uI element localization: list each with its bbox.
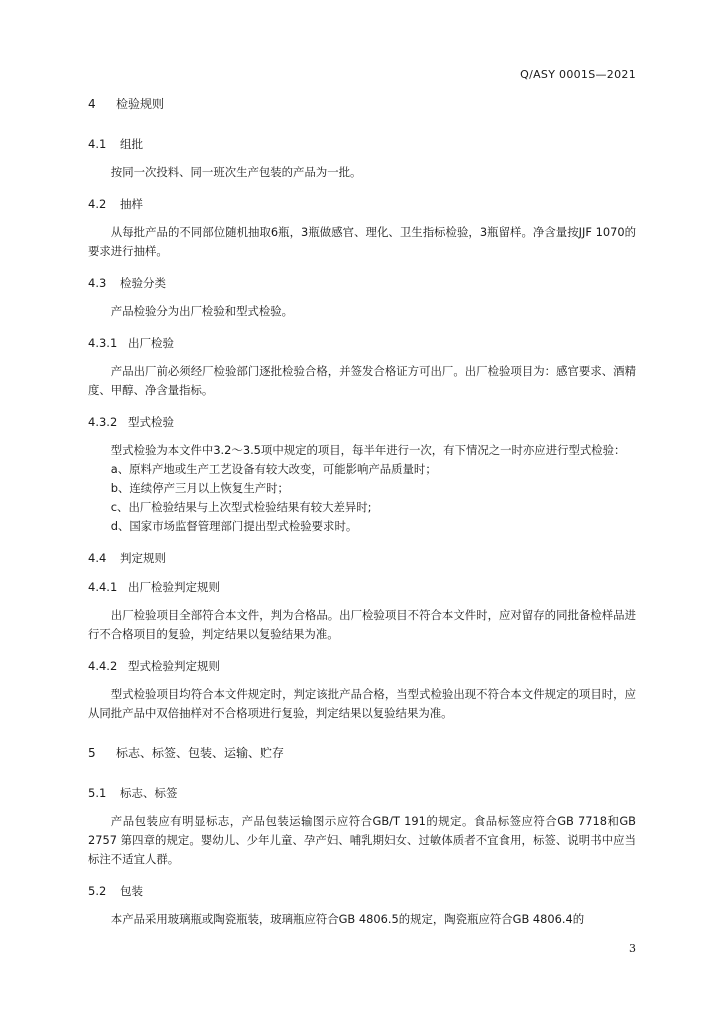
section-4-2-heading <box>88 194 636 214</box>
paragraph: 产品检验分为出厂检验和型式检验。 <box>110 304 294 318</box>
section-title: 出厂检验判定规则 <box>128 580 220 594</box>
list-item: c、出厂检验结果与上次型式检验结果有较大差异时; <box>110 500 372 514</box>
paragraph: 从每批产品的不同部位随机抽取6瓶，3瓶做感官、理化、卫生指标检验，3瓶留样。净含量按JJF 1070的要求进行抽样。 <box>88 225 636 258</box>
section-4-1-heading <box>88 134 636 154</box>
section-title: 检验规则 <box>116 97 165 111</box>
section-number: 5.2 <box>88 884 107 898</box>
section-4-heading <box>88 94 636 114</box>
section-number: 4.4.2 <box>88 659 118 673</box>
section-number: 4.4.1 <box>88 580 118 594</box>
section-number: 4.4 <box>88 551 107 565</box>
section-number: 4.2 <box>88 197 107 211</box>
document-body <box>88 94 636 929</box>
section-5-heading <box>88 743 636 763</box>
section-4-4-1-heading <box>88 577 636 597</box>
section-title: 标志、标签、包装、运输、贮存 <box>116 746 285 760</box>
section-5-1-heading <box>88 783 636 803</box>
page-number: 3 <box>629 942 636 955</box>
paragraph: 型式检验项目均符合本文件规定时，判定该批产品合格，当型式检验出现不符合本文件规定的项目时，应从同批产品中双倍抽样对不合格项进行复验，判定结果以复验结果为准。 <box>88 687 636 720</box>
section-number: 5 <box>88 746 96 760</box>
paragraph: 产品出厂前必须经厂检验部门逐批检验合格，并签发合格证方可出厂。出厂检验项目为：感官要求、酒精度、甲醇、净含量指标。 <box>88 364 636 397</box>
section-4-4-2-heading <box>88 656 636 676</box>
section-4-3-2-heading <box>88 412 636 432</box>
section-title: 组批 <box>120 137 143 151</box>
section-number: 4.1 <box>88 137 107 151</box>
list-item: b、连续停产三月以上恢复生产时； <box>110 481 289 495</box>
section-title: 型式检验 <box>128 415 174 429</box>
section-4-4-heading <box>88 548 636 568</box>
list-item: d、国家市场监督管理部门提出型式检验要求时。 <box>110 519 358 533</box>
paragraph: 本产品采用玻璃瓶或陶瓷瓶装，玻璃瓶应符合GB 4806.5的规定，陶瓷瓶应符合GB 4806.4的 <box>110 912 585 926</box>
section-number: 5.1 <box>88 786 107 800</box>
section-number: 4 <box>88 97 96 111</box>
section-4-3-1-heading <box>88 333 636 353</box>
section-title: 标志、标签 <box>120 786 178 800</box>
section-title: 出厂检验 <box>128 336 174 350</box>
section-title: 检验分类 <box>120 276 166 290</box>
paragraph: 型式检验为本文件中3.2～3.5项中规定的项目，每半年进行一次，有下情况之一时亦应进行型式检验： <box>110 443 626 457</box>
section-number: 4.3.1 <box>88 336 118 350</box>
section-4-3-heading <box>88 273 636 293</box>
section-5-2-heading <box>88 881 636 901</box>
section-title: 型式检验判定规则 <box>128 659 220 673</box>
section-title: 判定规则 <box>120 551 166 565</box>
document-code: Q/ASY 0001S—2021 <box>520 68 636 81</box>
section-title: 包装 <box>120 884 143 898</box>
paragraph: 按同一次投料、同一班次生产包装的产品为一批。 <box>110 165 362 179</box>
section-title: 抽样 <box>120 197 143 211</box>
section-number: 4.3 <box>88 276 107 290</box>
paragraph: 出厂检验项目全部符合本文件，判为合格品。出厂检验项目不符合本文件时，应对留存的同批备检样品进行不合格项目的复验，判定结果以复验结果为准。 <box>88 608 636 641</box>
section-number: 4.3.2 <box>88 415 118 429</box>
paragraph: 产品包装应有明显标志，产品包装运输图示应符合GB/T 191的规定。食品标签应符合GB 7718和GB 2757 第四章的规定。婴幼儿、少年儿童、孕产妇、哺乳期妇女、过敏体质者不宜食用，标签、说明书中应当标注不适宜人群。 <box>88 814 636 866</box>
list-item: a、原料产地或生产工艺设备有较大改变，可能影响产品质量时； <box>110 462 437 476</box>
